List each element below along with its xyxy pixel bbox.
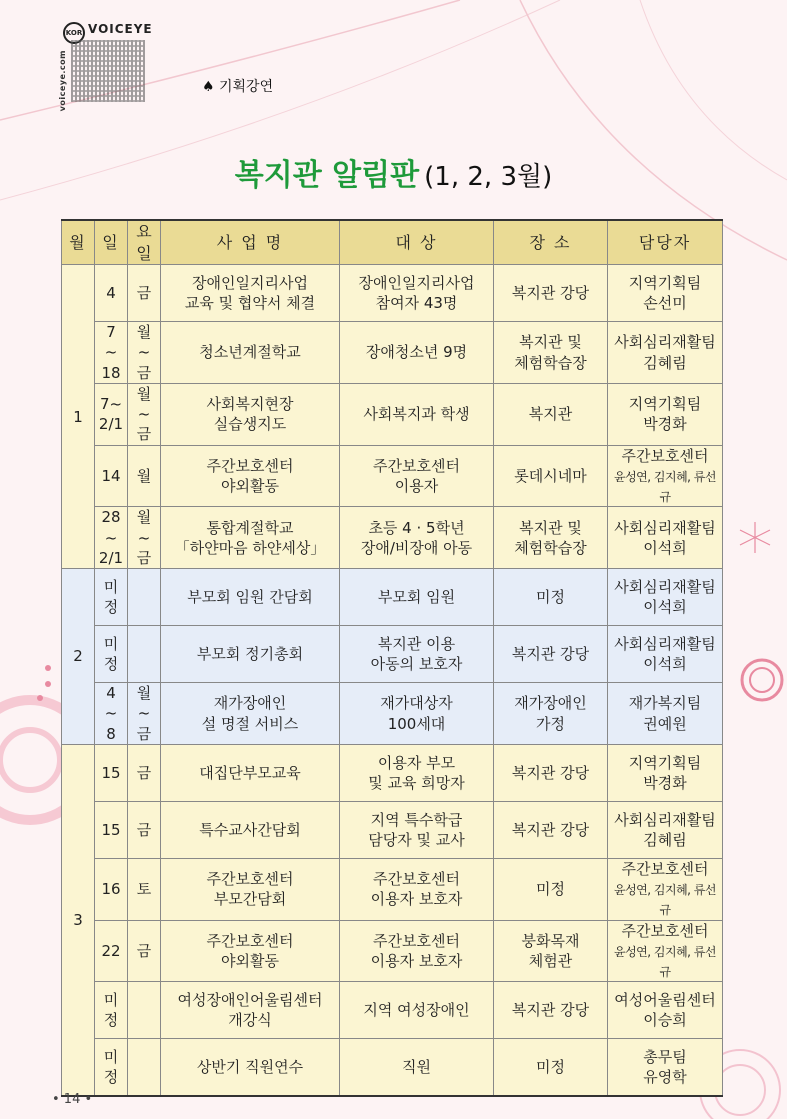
cell-event-text: 주간보호센터 야외활동 [206,456,294,496]
cell-place-text: 복지관 강당 [511,645,590,664]
cell-place-text: 재가장애인 가정 [514,694,587,733]
cell-staff [608,445,723,507]
table-row [62,445,723,507]
cell-place [494,920,608,982]
cell-day [95,626,128,683]
cell-event [161,569,340,626]
cell-target-text: 장애청소년 9명 [365,343,468,362]
logo-badge: KOR [63,22,85,44]
cell-staff [608,982,723,1039]
cell-month: 1 [62,265,95,569]
cell-weekday [128,265,161,322]
cell-place [494,683,608,745]
cell-place [494,265,608,322]
cell-day [95,569,128,626]
cell-staff [608,322,723,384]
cell-staff [608,265,723,322]
cell-event [161,744,340,801]
cell-staff-text: 지역기획팀 박경화 [628,753,702,792]
cell-weekday [128,569,161,626]
cell-staff [608,920,723,982]
cell-weekday-text: 월 ~ 금 [136,323,152,382]
cell-target-text: 초등 4 · 5학년 장애/비장애 아동 [360,518,473,557]
cell-target-text: 주간보호센터 이용자 보호자 [370,931,463,971]
cell-staff-text: 지역기획팀 손선미 [628,273,702,313]
cell-event [161,1039,340,1096]
cell-day [95,507,128,569]
cell-staff-text: 사회심리재활팀 김혜림 [614,333,716,372]
cell-place [494,744,608,801]
cell-place-text: 미정 [536,588,565,607]
table-row [62,982,723,1039]
cell-weekday [128,1039,161,1096]
cell-place-text: 복지관 강당 [511,284,590,303]
cell-day [95,683,128,745]
cell-event-text: 여성장애인어울림센터 개강식 [177,991,323,1030]
cell-staff [608,626,723,683]
header-place: 장 소 [494,220,608,265]
cell-weekday [128,858,161,920]
cell-place [494,1039,608,1096]
cell-day [95,265,128,322]
cell-event-text: 사회복지현장 실습생지도 [206,395,294,434]
cell-day-text: 4 [106,284,116,303]
cell-event [161,507,340,569]
cell-day-text: 미 정 [103,634,119,674]
table-header-row [62,220,723,265]
cell-place-text: 복지관 강당 [511,763,590,782]
cell-event-text: 주간보호센터 부모간담회 [206,870,294,909]
cell-day [95,322,128,384]
table-row [62,920,723,982]
cell-staff [608,858,723,920]
cell-event-text: 주간보호센터 야외활동 [206,931,294,971]
header-staff: 담당자 [608,220,723,265]
cell-day [95,1039,128,1096]
cell-place [494,626,608,683]
cell-day-text: 15 [101,820,121,839]
cell-target-text: 부모회 임원 [377,588,456,607]
cell-event-text: 장애인일지리사업 교육 및 협약서 체결 [184,273,316,313]
cell-event [161,265,340,322]
cell-target [340,744,494,801]
cell-place [494,569,608,626]
cell-weekday [128,507,161,569]
cell-event-text: 부모회 정기총회 [196,645,304,664]
header-month: 월 [62,220,95,265]
cell-weekday [128,744,161,801]
cell-weekday [128,683,161,745]
cell-staff-members: 윤성연, 김지혜, 류선규 [614,944,716,980]
cell-target [340,383,494,445]
cell-event-text: 부모회 임원 간담회 [187,588,313,607]
cell-weekday [128,383,161,445]
cell-place-text: 복지관 강당 [511,1001,590,1020]
cell-day [95,982,128,1039]
cell-target [340,626,494,683]
cell-month: 3 [62,744,95,1096]
cell-target [340,507,494,569]
cell-event-text: 대집단부모교육 [199,763,301,782]
cell-weekday [128,626,161,683]
cell-staff-text: 사회심리재활팀 김혜림 [614,810,716,849]
cell-place [494,445,608,507]
table-row [62,383,723,445]
cell-staff-text: 주간보호센터 [621,859,709,878]
cell-target [340,683,494,745]
cell-event-text: 특수교사간담회 [199,820,301,839]
cell-event [161,322,340,384]
cell-staff [608,683,723,745]
cell-target-text: 복지관 이용 아동의 보호자 [370,634,463,674]
table-row [62,569,723,626]
cell-target [340,1039,494,1096]
cell-event [161,920,340,982]
cell-staff [608,1039,723,1096]
cell-day-text: 미 정 [103,991,119,1030]
cell-day [95,920,128,982]
cell-target [340,569,494,626]
cell-staff-text: 여성어울림센터 이승희 [614,991,716,1030]
header-event: 사 업 명 [161,220,340,265]
section-tag: ♠ 기획강연 [202,79,274,95]
title-sub: (1, 2, 3월) [424,162,553,192]
page-number: • 14 • [52,1092,93,1107]
cell-target-text: 직원 [402,1058,431,1077]
cell-target [340,920,494,982]
table-row [62,507,723,569]
cell-place-text: 롯데시네마 [514,466,587,485]
cell-place-text: 복지관 및 체험학습장 [514,333,587,372]
cell-day-text: 미 정 [103,577,119,617]
voiceye-code-icon [71,40,145,102]
cell-weekday [128,445,161,507]
cell-target-text: 주간보호센터 이용자 보호자 [370,870,463,909]
cell-place [494,322,608,384]
cell-month: 2 [62,569,95,745]
cell-event [161,445,340,507]
table-row [62,858,723,920]
cell-place-text: 붕화목재 체험관 [521,931,580,971]
cell-target [340,801,494,858]
cell-staff-members: 윤성연, 김지혜, 류선규 [614,883,716,918]
cell-staff [608,744,723,801]
cell-event [161,982,340,1039]
cell-weekday-text: 월 ~ 금 [136,684,152,743]
cell-staff-text: 재가복지팀 권예원 [628,694,702,733]
cell-place-text: 미정 [536,880,565,899]
cell-day [95,858,128,920]
cell-weekday-text: 월 [136,466,152,485]
cell-staff-text: 지역기획팀 박경화 [628,395,702,434]
page-title [0,150,787,194]
table-row [62,626,723,683]
cell-place-text: 미정 [536,1058,565,1077]
header-weekday: 요일 [128,220,161,265]
cell-weekday-text: 금 [136,763,152,782]
cell-staff-text: 주간보호센터 [621,921,709,940]
table-row [62,744,723,801]
cell-event [161,858,340,920]
title-main: 복지관 알림판 [234,158,420,193]
cell-target-text: 지역 여성장애인 [363,1001,470,1020]
cell-staff [608,801,723,858]
schedule-table [61,219,723,1097]
cell-place [494,982,608,1039]
cell-event-text: 상반기 직원연수 [196,1058,304,1077]
cell-day [95,801,128,858]
cell-place-text: 복지관 및 체험학습장 [514,518,587,557]
logo-text: VOICEYE [88,22,153,36]
cell-event [161,801,340,858]
cell-staff-text: 사회심리재활팀 이석희 [614,518,716,557]
cell-target-text: 사회복지과 학생 [363,405,470,424]
cell-place-text: 복지관 강당 [511,820,590,839]
cell-weekday [128,322,161,384]
cell-event [161,383,340,445]
cell-target-text: 재가대상자 100세대 [380,694,453,733]
cell-day-text: 15 [101,763,121,782]
cell-weekday-text: 금 [136,284,152,303]
header-target: 대 상 [340,220,494,265]
cell-event-text: 통합계절학교 「하얀마음 하얀세상」 [174,518,326,557]
cell-staff-text: 총무팀 유영학 [643,1047,687,1087]
cell-weekday-text: 월 ~ 금 [136,384,152,444]
cell-day-text: 미 정 [103,1047,119,1087]
cell-place-text: 복지관 [528,405,573,424]
cell-day-text: 7 ~ 18 [101,323,121,382]
cell-target-text: 장애인일지리사업 참여자 43명 [358,273,475,313]
cell-target-text: 주간보호센터 이용자 [373,456,460,496]
cell-place [494,858,608,920]
cell-target [340,265,494,322]
cell-event [161,683,340,745]
table-row [62,265,723,322]
cell-weekday [128,982,161,1039]
cell-weekday [128,920,161,982]
cell-day [95,744,128,801]
cell-staff-members: 윤성연, 김지혜, 류선규 [614,469,716,505]
cell-event-text: 청소년계절학교 [199,343,301,362]
cell-place [494,801,608,858]
cell-day-text: 14 [101,466,121,485]
cell-day-text: 16 [101,880,121,899]
table-row [62,801,723,858]
cell-staff [608,507,723,569]
cell-weekday [128,801,161,858]
cell-place [494,383,608,445]
cell-staff [608,383,723,445]
cell-event-text: 재가장애인 설 명절 서비스 [201,694,299,733]
header-day: 일 [95,220,128,265]
cell-target-text: 지역 특수학급 담당자 및 교사 [368,810,465,849]
cell-target [340,322,494,384]
cell-weekday-text: 금 [136,820,152,839]
cell-target-text: 이용자 부모 및 교육 희망자 [368,753,465,792]
table-row [62,1039,723,1096]
cell-day [95,445,128,507]
cell-day-text: 22 [101,941,121,960]
logo-side-text: voiceye.com [58,50,67,112]
cell-day-text: 28 ~ 2/1 [98,508,124,567]
cell-weekday-text: 월 ~ 금 [136,508,152,567]
table-row [62,683,723,745]
cell-target [340,982,494,1039]
cell-place [494,507,608,569]
cell-target [340,858,494,920]
cell-staff-text: 사회심리재활팀 이석희 [614,634,716,674]
table-row [62,322,723,384]
cell-target [340,445,494,507]
cell-day-text: 4 ~ 8 [104,684,118,743]
cell-staff-text: 사회심리재활팀 이석희 [614,577,716,617]
cell-day [95,383,128,445]
cell-weekday-text: 금 [136,941,152,960]
cell-event [161,626,340,683]
cell-weekday-text: 토 [136,880,152,899]
cell-staff-text: 주간보호센터 [621,446,709,465]
cell-day-text: 7~ 2/1 [98,395,124,434]
cell-staff [608,569,723,626]
